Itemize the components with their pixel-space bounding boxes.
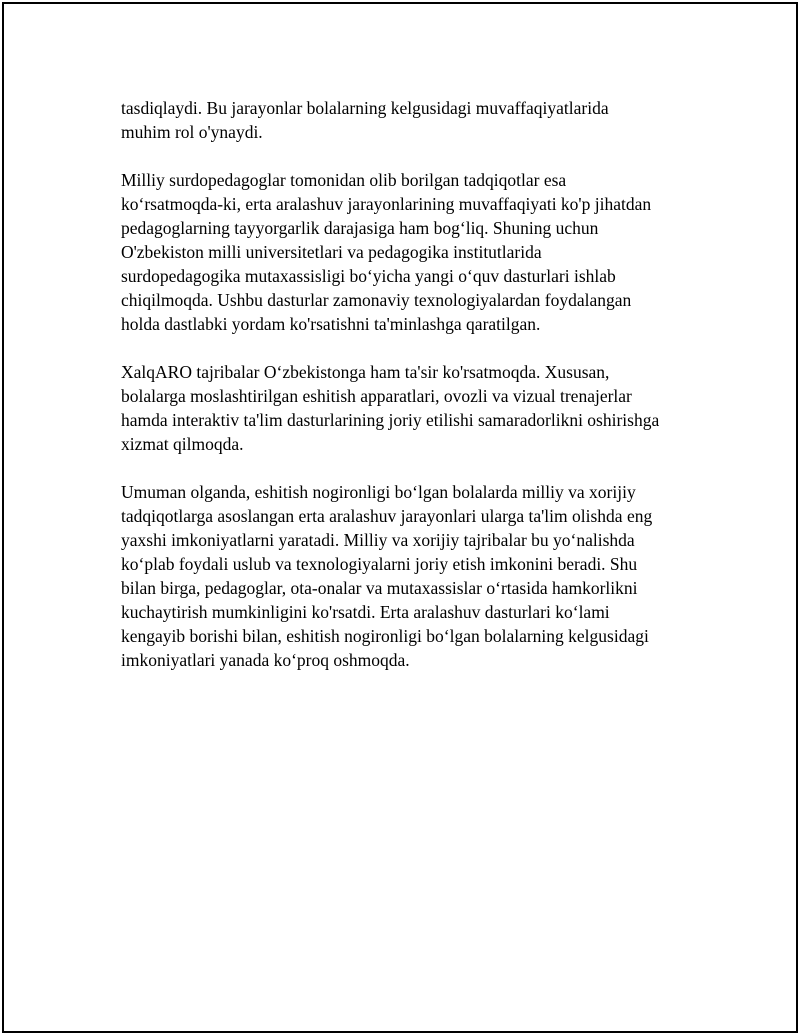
paragraph-4: Umuman olganda, eshitish nogironligi bo‘lgan bolalarda milliy va xorijiy tadqiqotlarga asoslangan erta aralashuv jarayonlari ularga ta'lim olishda eng yaxshi imkoniyatlarni yaratadi. Milliy va xorijiy tajribalar bu yo‘nalishda ko‘plab foydali uslub va texnologiyalarni joriy etish imkonini beradi. Shu bilan birga, pedagoglar, ota-onalar va mutaxassislar o‘rtasida hamkorlikni kuchaytirish mumkinligini ko'rsatdi. Erta aralashuv dasturlari ko‘lami kengayib borishi bilan, eshitish nogironligi bo‘lgan bolalarning kelgusidagi imkoniyatlari yanada ko‘proq oshmoqda. xyxy=(121,482,653,670)
paragraph-2: Milliy surdopedagoglar tomonidan olib borilgan tadqiqotlar esa ko‘rsatmoqda-ki, erta aralashuv jarayonlarining muvaffaqiyati ko'p jihatdan pedagoglarning tayyorgarlik darajasiga ham bog‘liq. Shuning uchun O'zbekiston milli universitetlari va pedagogika institutlarida surdopedagogika mutaxassisligi bo‘yicha yangi o‘quv dasturlari ishlab chiqilmoqda. Ushbu dasturlar zamonaviy texnologiyalardan foydalangan holda dastlabki yordam ko'rsatishni ta'minlashga qaratilgan. xyxy=(121,170,652,334)
document-body xyxy=(121,96,701,696)
paragraph-1: tasdiqlaydi. Bu jarayonlar bolalarning kelgusidagi muvaffaqiyatlarida muhim rol o'ynaydi. xyxy=(121,98,609,142)
paragraph-3: XalqARO tajribalar O‘zbekistonga ham ta'sir ko'rsatmoqda. Xususan, bolalarga moslashtirilgan eshitish apparatlari, ovozli va vizual trenajerlar hamda interaktiv ta'lim dasturlarining joriy etilishi samaradorlikni oshirishga xizmat qilmoqda. xyxy=(121,362,660,454)
document-page xyxy=(2,2,798,1033)
